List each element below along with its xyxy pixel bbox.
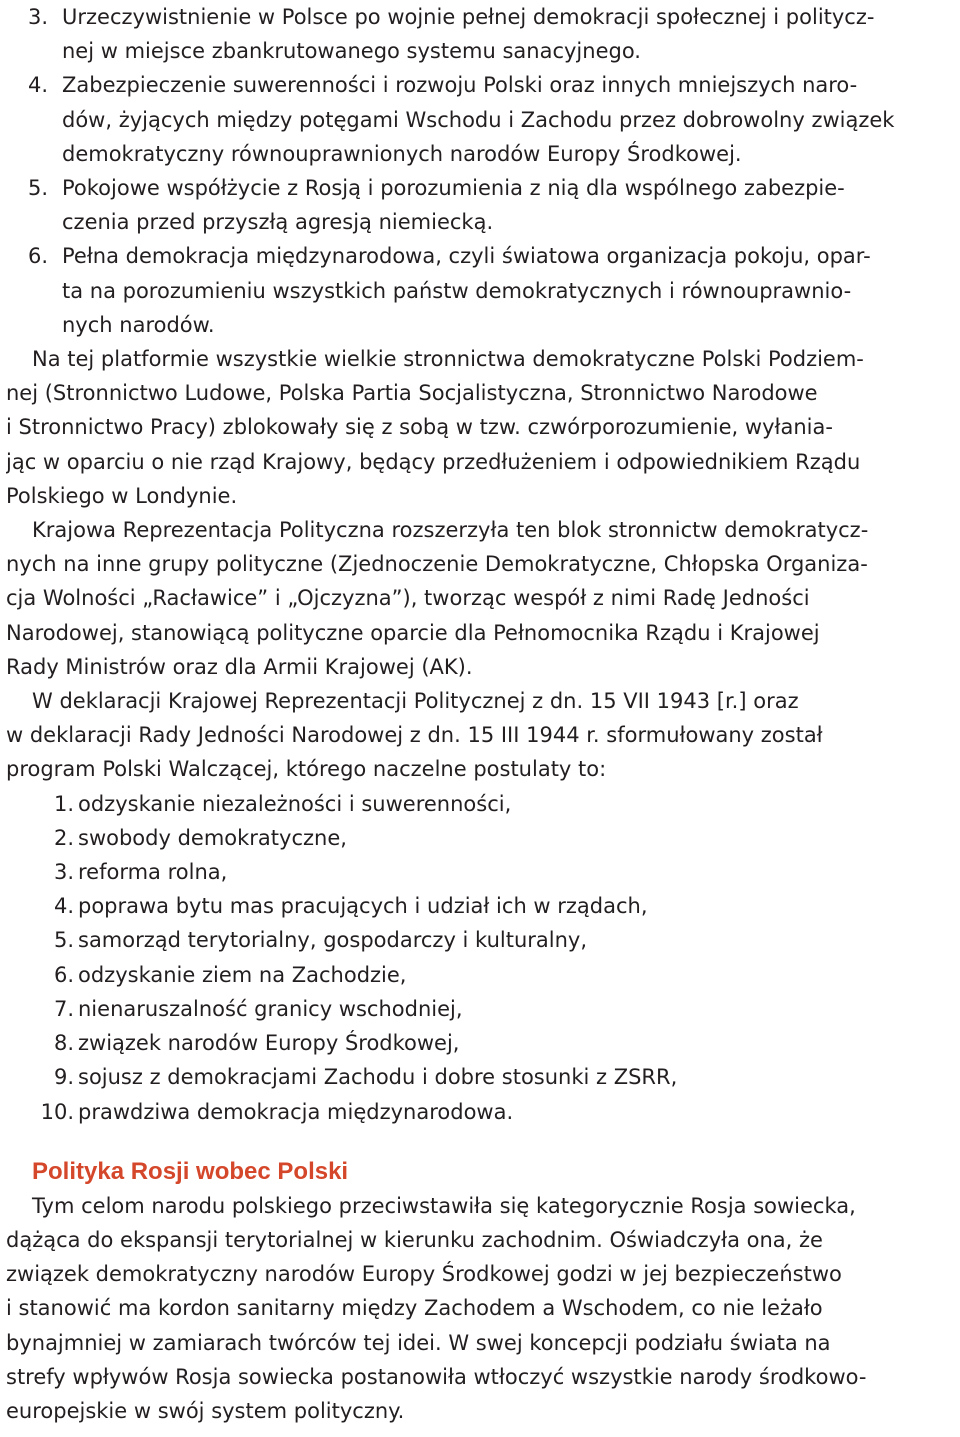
paragraph-declaration [6,684,954,787]
list-item-number: 5. [53,928,74,953]
list-item-number: 6. [53,962,74,987]
text-line: dążąca do ekspansji terytorialnej w kierunku zachodnim. Oświadczyła ona, że [6,1227,823,1252]
paragraph-representation [6,513,954,684]
list-item-text: poprawa bytu mas pracujących i udział ich w rządach, [78,894,648,919]
postulates-list [6,787,954,1129]
text-line: nej w miejsce zbankrutowanego systemu sanacyjnego. [62,39,641,64]
list-item-number: 5. [28,176,49,201]
list-item-text: prawdziwa demokracja międzynarodowa. [78,1099,514,1124]
text-line: dów, żyjących między potęgami Wschodu i Zachodu przez dobrowolny związek [62,107,895,132]
list-item-text: związek narodów Europy Środkowej, [78,1031,460,1056]
text-line: Rady Ministrów oraz dla Armii Krajowej (AK). [6,654,473,679]
list-item-number: 7. [53,996,74,1021]
list-item [6,1095,954,1129]
text-line: europejskie w swój system polityczny. [6,1398,405,1423]
list-item-text: samorząd terytorialny, gospodarczy i kulturalny, [78,928,588,953]
list-item-text: sojusz z demokracjami Zachodu i dobre stosunki z ZSRR, [78,1065,678,1090]
text-line: program Polski Walczącej, którego naczelne postulaty to: [6,757,607,782]
text-line: związek demokratyczny narodów Europy Środkowej godzi w jej bezpieczeństwo [6,1262,842,1287]
text-line: Zabezpieczenie suwerenności i rozwoju Polski oraz innych mniejszych naro- [62,73,858,98]
text-line: jąc w oparciu o nie rząd Krajowy, będący przedłużeniem i odpowiednikiem Rządu [6,449,861,474]
list-item-number: 3. [53,860,74,885]
list-item-number: 6. [28,244,49,269]
list-item-number: 9. [53,1065,74,1090]
list-item-number: 10. [40,1099,74,1124]
text-line: cja Wolności „Racławice” i „Ojczyzna”), tworząc wespół z nimi Radę Jedności [6,586,810,611]
section-heading: Polityka Rosji wobec Polski [32,1157,349,1185]
text-line: Krajowa Reprezentacja Polityczna rozszerzyła ten blok stronnictw demokratycz- [32,518,869,543]
list-item [6,239,954,342]
list-item [6,923,954,957]
list-item [6,68,954,171]
list-item-number: 3. [28,5,49,29]
list-item-text: odzyskanie niezależności i suwerenności, [78,791,512,816]
text-line: ta na porozumieniu wszystkich państw demokratycznych i równouprawnio- [62,278,852,303]
text-line: strefy wpływów Rosja sowiecka postanowiła wtłoczyć wszystkie narody środkowo- [6,1364,867,1389]
list-item-number: 8. [53,1031,74,1056]
text-line: Urzeczywistnienie w Polsce po wojnie pełnej demokracji społecznej i politycz- [62,5,875,29]
text-line: Polskiego w Londynie. [6,483,238,508]
list-item-number: 1. [53,791,74,816]
list-item [6,821,954,855]
text-line: nej (Stronnictwo Ludowe, Polska Partia Socjalistyczna, Stronnictwo Narodowe [6,381,818,406]
list-item-number: 4. [53,894,74,919]
list-item [6,958,954,992]
list-item-number: 4. [28,73,49,98]
list-item [6,1026,954,1060]
text-line: Pokojowe współżycie z Rosją i porozumienia z nią dla wspólnego zabezpie- [62,176,845,201]
list-item-number: 2. [53,825,74,850]
text-line: nych na inne grupy polityczne (Zjednoczenie Demokratyczne, Chłopska Organiza- [6,552,868,577]
list-item-text: reforma rolna, [78,860,228,885]
list-item-text: odzyskanie ziem na Zachodzie, [78,962,407,987]
list-item [6,0,954,68]
text-line: bynajmniej w zamiarach twórców tej idei. W swej koncepcji podziału świata na [6,1330,831,1355]
list-item [6,787,954,821]
text-line: Tym celom narodu polskiego przeciwstawiła się kategorycznie Rosja sowiecka, [32,1193,856,1218]
text-line: i stanowić ma kordon sanitarny między Zachodem a Wschodem, co nie leżało [6,1296,823,1321]
section-body [6,1189,954,1428]
list-item [6,1060,954,1094]
text-line: i Stronnictwo Pracy) zblokowały się z sobą w tzw. czwórporozumienie, wyłania- [6,415,833,440]
list-item [6,992,954,1026]
list-item [6,171,954,239]
text-line: Narodowej, stanowiącą polityczne oparcie dla Pełnomocnika Rządu i Krajowej [6,620,820,645]
text-line: w deklaracji Rady Jedności Narodowej z dn. 15 III 1944 r. sformułowany został [6,723,823,748]
list-item [6,889,954,923]
text-line: Pełna demokracja międzynarodowa, czyli światowa organizacja pokoju, opar- [62,244,871,269]
paragraph-platform [6,342,954,513]
list-item [6,855,954,889]
text-line: demokratyczny równouprawnionych narodów Europy Środkowej. [62,141,742,166]
text-line: Na tej platformie wszystkie wielkie stronnictwa demokratyczne Polski Podziem- [32,347,864,372]
top-numbered-list [6,0,954,342]
text-line: czenia przed przyszłą agresją niemiecką. [62,210,494,235]
list-item-text: swobody demokratyczne, [78,825,347,850]
text-line: W deklaracji Krajowej Reprezentacji Politycznej z dn. 15 VII 1943 [r.] oraz [32,689,799,714]
text-line: nych narodów. [62,312,215,337]
list-item-text: nienaruszalność granicy wschodniej, [78,996,463,1021]
